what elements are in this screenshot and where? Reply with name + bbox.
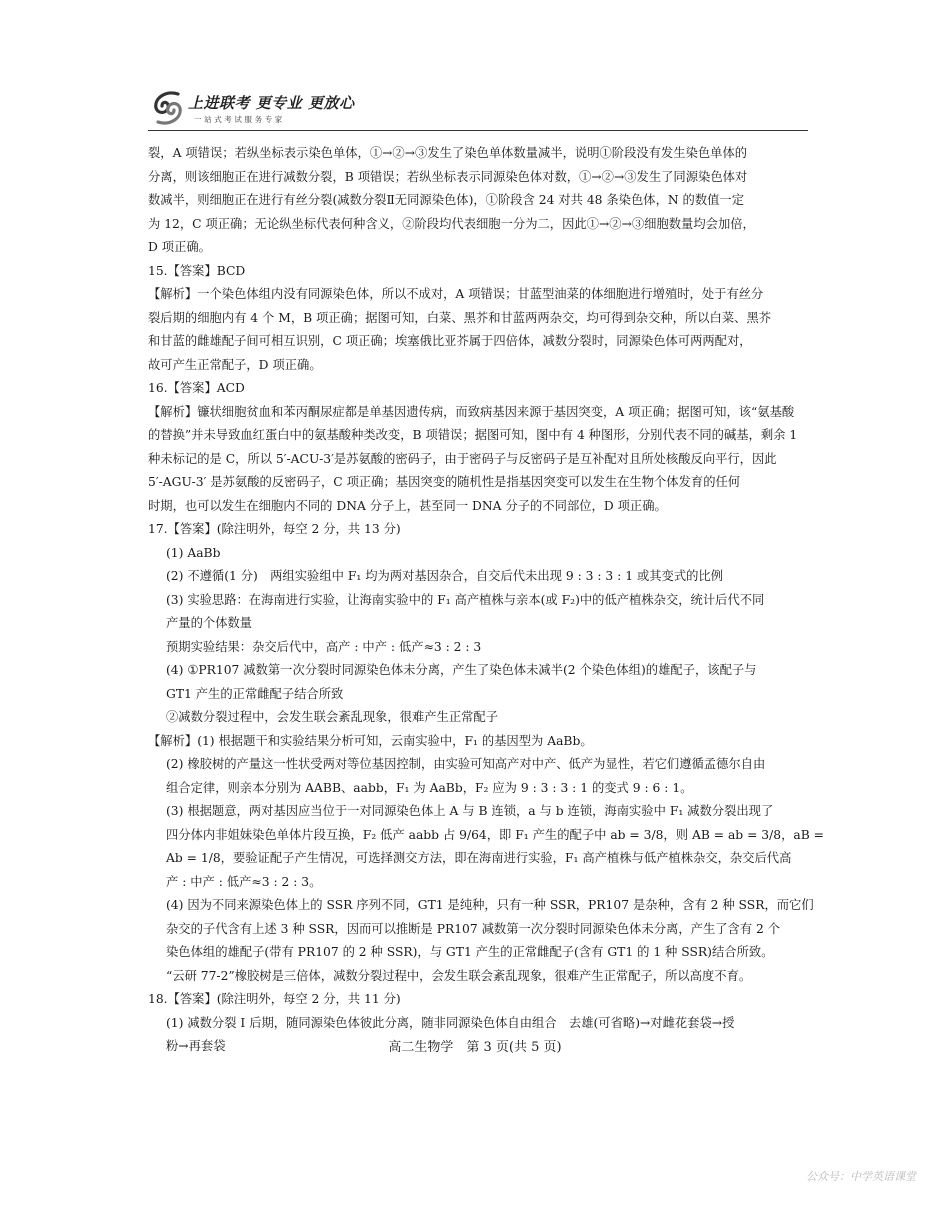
text-line: (4) ①PR107 减数第一次分裂时同源染色体未分离，产生了染色体未减半(2 个染色体组)的雄配子，该配子与 (166, 663, 757, 677)
text-line: 18.【答案】(除注明外，每空 2 分，共 11 分) (148, 992, 401, 1006)
page-header (148, 88, 808, 136)
text-line: 粉→再套袋 (166, 1039, 226, 1053)
header-divider (148, 130, 808, 131)
text-line: 故可产生正常配子，D 项正确。 (148, 357, 322, 372)
text-line: 染色体组的雄配子(带有 PR107 的 2 种 SSR)，与 GT1 产生的正常雌配子(含有 GT1 的 1 种 SSR)结合所致。 (166, 945, 774, 959)
text-line: 为 12，C 项正确；无论纵坐标代表何种含义，②阶段均代表细胞一分为二，因此①→②→③细胞数量均会加倍， (148, 216, 755, 231)
text-line: 5′-AGU-3′ 是苏氨酸的反密码子，C 项正确；基因突变的随机性是指基因突变可以发生在生物个体发育的任何 (148, 475, 741, 489)
text-line: 时期，也可以发生在细胞内不同的 DNA 分子上，甚至同一 DNA 分子的不同部位，D 项正确。 (148, 498, 667, 513)
page-footer: 高二生物学 第 3 页(共 5 页) (388, 1040, 562, 1055)
text-line: 16.【答案】ACD (148, 381, 245, 395)
text-line: 分离，则该细胞正在进行减数分裂，B 项错误；若纵坐标表示同源染色体对数，①→②→③发生了同源染色体对 (148, 169, 748, 184)
text-line: 裂后期的细胞内有 4 个 M，B 项正确；据图可知，白菜、黑芥和甘蓝两两杂交，均可得到杂交种，所以白菜、黑芥 (148, 310, 772, 325)
text-line: 种未标记的是 C，所以 5′-ACU-3′是苏氨酸的密码子，由于密码子与反密码子是互补配对且所处核酸反向平行，因此 (148, 451, 777, 466)
text-line: (3) 实验思路：在海南进行实验，让海南实验中的 F₁ 高产植株与亲本(或 F₂)中的低产植株杂交，统计后代不同 (166, 592, 765, 607)
text-line: 【解析】一个染色体组内没有同源染色体，所以不成对，A 项错误；甘蓝型油菜的体细胞进行增殖时，处于有丝分 (148, 287, 764, 301)
text-line: (3) 根据题意，两对基因应当位于一对同源染色体上 A 与 B 连锁，a 与 b 连锁，海南实验中 F₁ 减数分裂出现了 (166, 804, 774, 818)
text-line: (1) 减数分裂 Ⅰ 后期，随同源染色体彼此分离，随非同源染色体自由组合 去雄(可省略)→对雌花套袋→授 (166, 1015, 735, 1030)
watermark: 公众号：中学英语课堂 (806, 1170, 916, 1183)
text-line: 【解析】(1) 根据题干和实验结果分析可知，云南实验中，F₁ 的基因型为 AaBb。 (148, 733, 593, 748)
text-line: ②减数分裂过程中，会发生联会紊乱现象，很难产生正常配子 (166, 710, 499, 724)
text-line: 17.【答案】(除注明外，每空 2 分，共 13 分) (148, 522, 401, 536)
text-line: 【解析】镰状细胞贫血和苯丙酮尿症都是单基因遗传病，而致病基因来源于基因突变，A 项正确；据图可知，该“氨基酸 (148, 404, 795, 419)
text-line: (4) 因为不同来源染色体上的 SSR 序列不同，GT1 是纯种，只有一种 SSR，PR107 是杂种，含有 2 种 SSR，而它们 (166, 898, 814, 912)
text-line: 数减半，则细胞正在进行有丝分裂(减数分裂Ⅱ无同源染色体)，①阶段含 24 对共 48 条染色体，N 的数值一定 (148, 193, 745, 207)
text-line: 组合定律，则亲本分别为 AABB、aabb，F₁ 为 AaBb，F₂ 应为 9 : 3 : 3 : 1 的变式 9 : 6 : 1。 (166, 780, 693, 795)
text-line: GT1 产生的正常雌配子结合所致 (166, 686, 344, 701)
text-line: (1) AaBb (166, 545, 221, 560)
answer-body (148, 142, 824, 1059)
text-line: 和甘蓝的雌雄配子间可相互识别，C 项正确；埃塞俄比亚芥属于四倍体，减数分裂时，同源染色体可两两配对， (148, 334, 752, 348)
text-line: 15.【答案】BCD (148, 263, 246, 278)
brand-tagline: 一站式考试服务专家 (194, 115, 285, 124)
text-line: (2) 橡胶树的产量这一性状受两对等位基因控制，由实验可知高产对中产、低产为显性，若它们遵循孟德尔自由 (166, 757, 766, 771)
brand-slogan: 上进联考 更专业 更放心 (188, 94, 355, 112)
text-line: 杂交的子代含有上述 3 种 SSR，因而可以推断是 PR107 减数第一次分裂时同源染色体未分离，产生了含有 2 个 (166, 921, 781, 936)
text-line: 预期实验结果：杂交后代中，高产 : 中产 : 低产≈3 : 2 : 3 (166, 639, 482, 654)
text-line: Ab = 1/8，要验证配子产生情况，可选择测交方法，即在海南进行实验，F₁ 高产植株与低产植株杂交，杂交后代高 (166, 851, 792, 865)
text-line: 裂，A 项错误；若纵坐标表示染色单体，①→②→③发生了染色单体数量减半，说明①阶段没有发生染色单体的 (148, 146, 748, 160)
logo-swirl-icon (148, 88, 188, 128)
text-line: 产量的个体数量 (166, 616, 253, 630)
text-line: D 项正确。 (148, 240, 211, 254)
text-line: 四分体内非姐妹染色单体片段互换，F₂ 低产 aabb 占 9/64，即 F₁ 产生的配子中 ab = 3/8，则 AB = ab = 3/8，aB = (166, 827, 824, 842)
text-line: 的替换”并未导致血红蛋白中的氨基酸种类改变，B 项错误；据图可知，图中有 4 种图形，分别代表不同的碱基，剩余 1 (148, 428, 798, 442)
text-line: 产 : 中产 : 低产≈3 : 2 : 3。 (166, 874, 322, 889)
text-line: “云研 77-2”橡胶树是三倍体，减数分裂过程中，会发生联会紊乱现象，很难产生正常配子，所以高度不育。 (166, 968, 752, 983)
text-line: (2) 不遵循(1 分) 两组实验组中 F₁ 均为两对基因杂合，自交后代未出现 9 : 3 : 3 : 1 或其变式的比例 (166, 569, 724, 583)
